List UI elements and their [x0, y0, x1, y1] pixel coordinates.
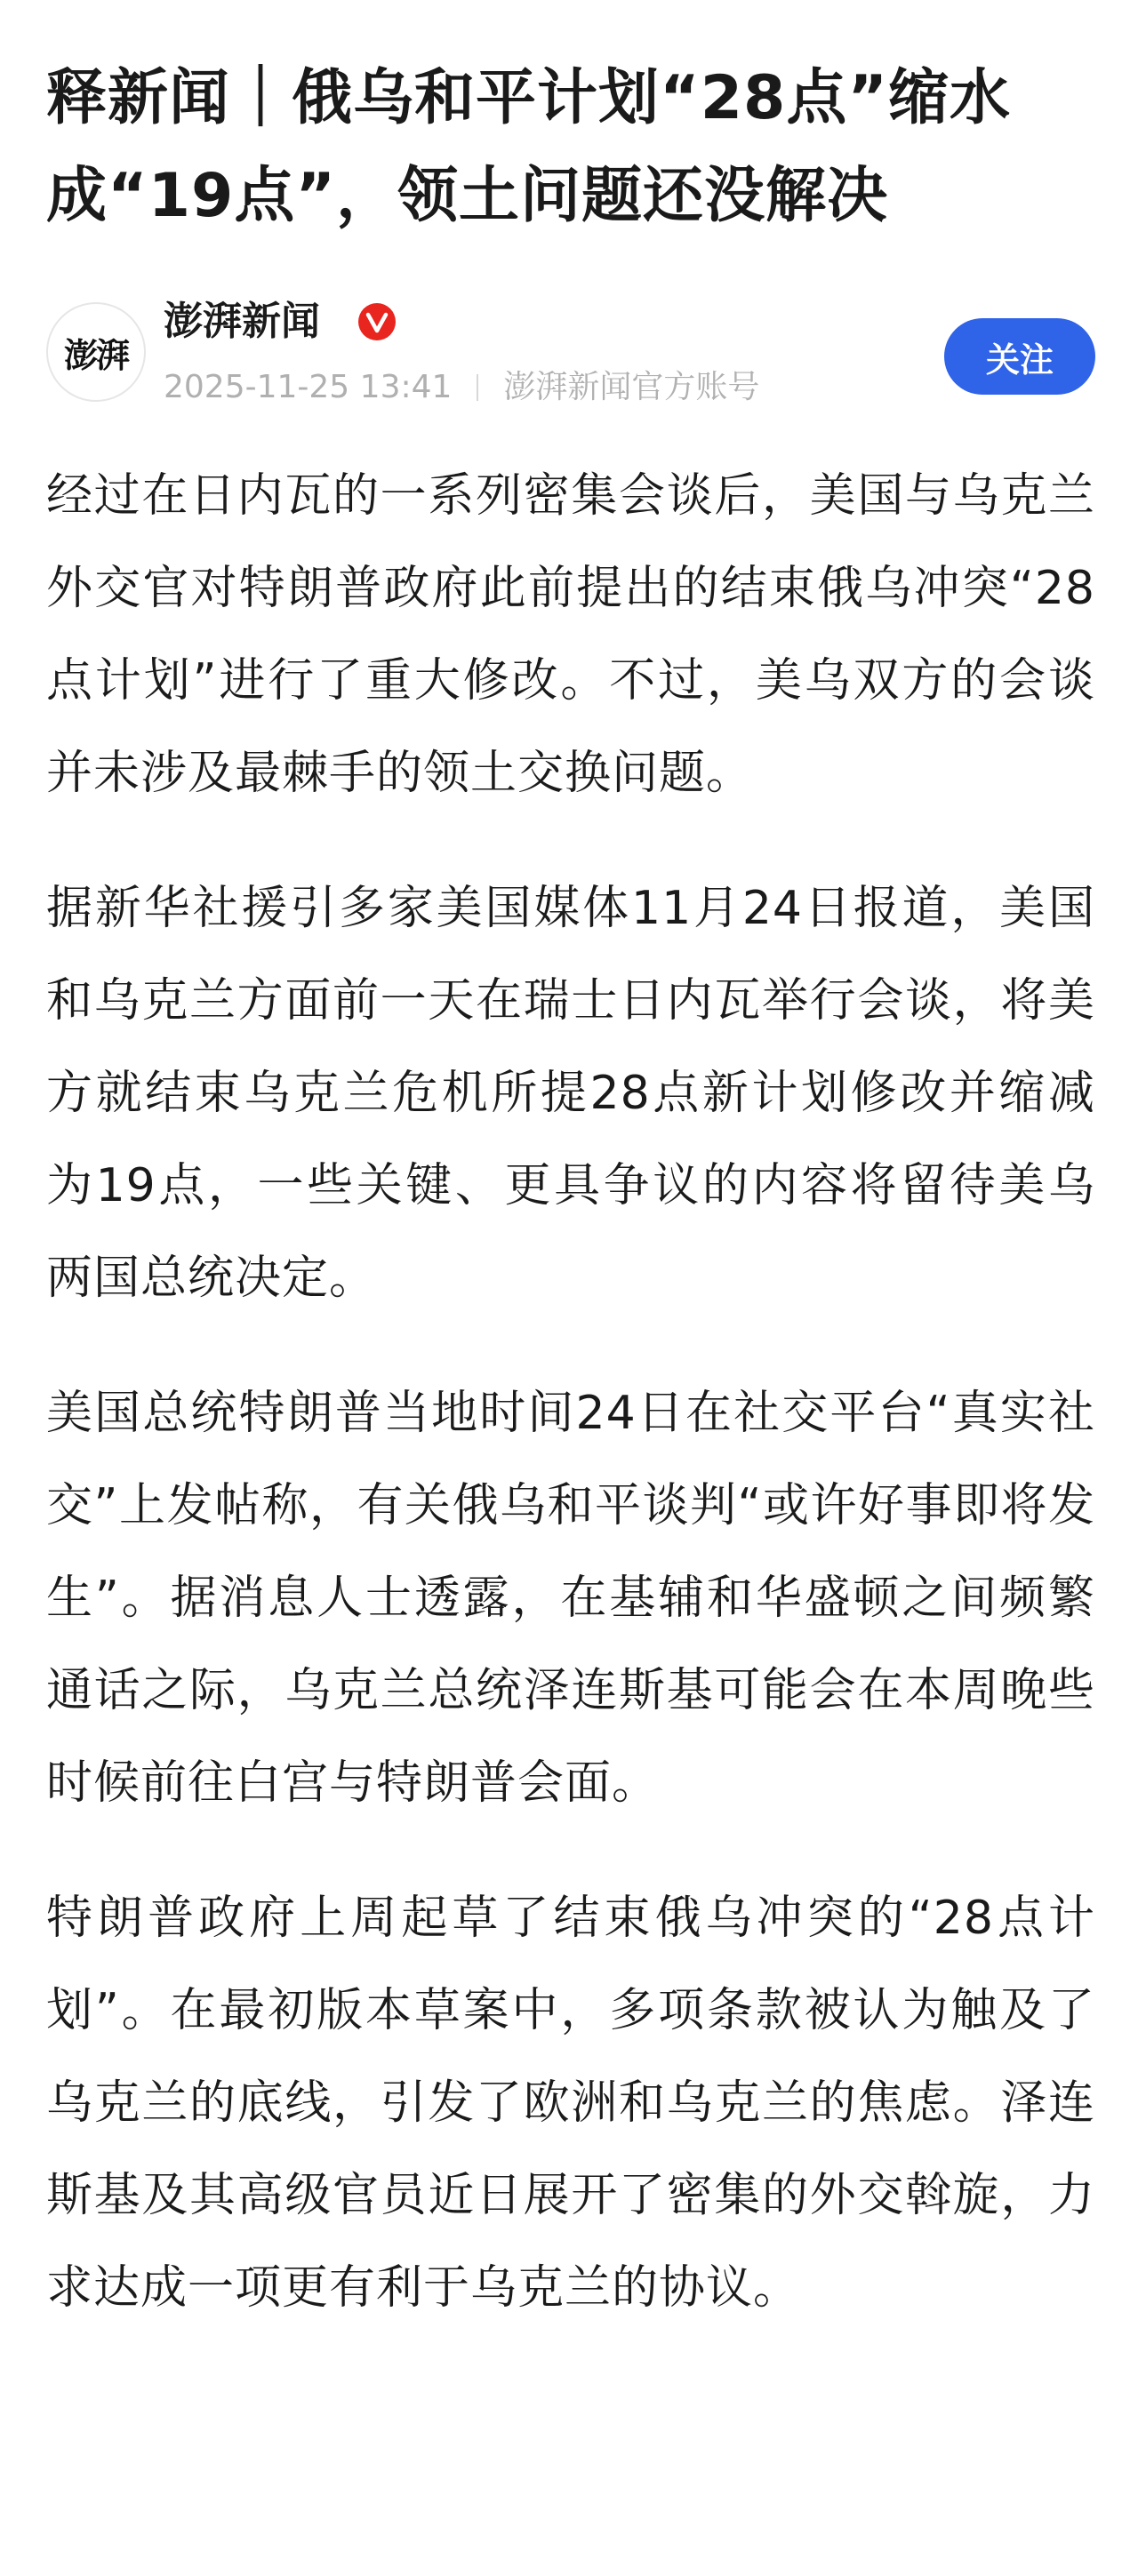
meta-divider — [477, 374, 478, 401]
publish-timestamp: 2025-11-25 13:41 — [164, 369, 453, 405]
source-avatar[interactable] — [46, 302, 146, 402]
meta-line — [164, 366, 759, 409]
source-name[interactable]: 澎湃新闻 — [164, 299, 320, 344]
article-paragraph: 特朗普政府上周起草了结束俄乌冲突的“28点计划”。在最初版本草案中，多项条款被认为触及了乌克兰的底线，引发了欧洲和乌克兰的焦虑。泽连斯基及其高级官员近日展开了密集的外交斡旋，力求达成一项更有利于乌克兰的协议。 — [46, 1892, 1095, 2315]
avatar-logo-text: 澎湃 — [63, 334, 128, 375]
article-body — [46, 450, 1095, 2334]
author-bar — [46, 290, 1095, 414]
follow-button[interactable]: 关注 — [944, 318, 1095, 395]
article-headline: 释新闻｜俄乌和平计划“28点”缩水成“19点”，领土问题还没解决 — [46, 63, 1012, 231]
article-paragraph: 据新华社援引多家美国媒体11月24日报道，美国和乌克兰方面前一天在瑞士日内瓦举行会谈，将美方就结束乌克兰危机所提28点新计划修改并缩减为19点，一些关键、更具争议的内容将留待美乌两国总统决定。 — [46, 882, 1095, 1305]
article-paragraph: 美国总统特朗普当地时间24日在社交平台“真实社交”上发帖称，有关俄乌和平谈判“或许好事即将发生”。据消息人士透露，在基辅和华盛顿之间频繁通话之际，乌克兰总统泽连斯基可能会在本周晚些时候前往白宫与特朗普会面。 — [46, 1387, 1095, 1810]
verified-badge-icon — [357, 302, 397, 341]
account-type-label: 澎湃新闻官方账号 — [503, 369, 760, 405]
article-paragraph: 经过在日内瓦的一系列密集会谈后，美国与乌克兰外交官对特朗普政府此前提出的结束俄乌冲突“28点计划”进行了重大修改。不过，美乌双方的会谈并未涉及最棘手的领土交换问题。 — [46, 469, 1095, 800]
